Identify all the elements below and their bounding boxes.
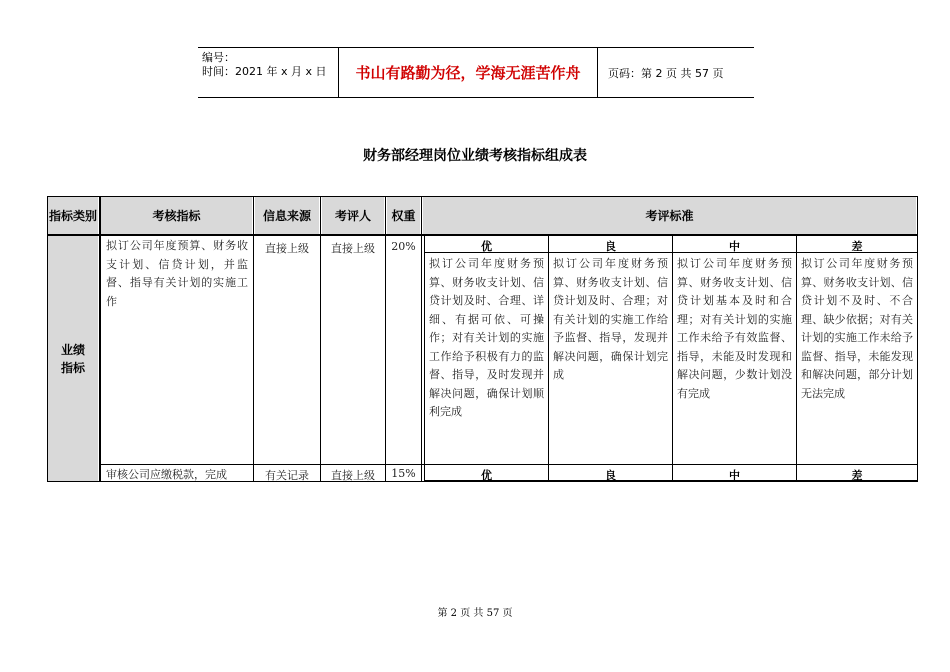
row2-source: 有关记录 xyxy=(265,469,309,482)
row1-source: 直接上级 xyxy=(265,242,309,255)
header-weight: 权重 xyxy=(387,197,420,234)
row1-criteria-good: 拟订公司年度财务预算、财务收支计划、信贷计划及时、合理；对有关计划的实施工作给予监督、指导，发现并解决问题，确保计划完成 xyxy=(553,257,668,381)
row1-criteria-poor: 拟订公司年度财务预算、财务收支计划、信贷计划不及时、不合理、缺少依据；对有关计划的实施工作未给予监督、指导，未能发现和解决问题，部分计划无法完成 xyxy=(801,257,913,400)
row1-grade-poor: 差 xyxy=(851,240,863,253)
header-page-number: 页码：第 2 页 共 57 页 xyxy=(608,67,724,80)
row2-grade-good: 良 xyxy=(605,469,616,482)
row2-grade-poor: 差 xyxy=(851,469,863,482)
header-category: 指标类别 xyxy=(48,197,98,234)
row2-evaluator: 直接上级 xyxy=(331,469,375,482)
row1-evaluator: 直接上级 xyxy=(331,242,375,255)
row2-weight: 15% xyxy=(391,467,416,480)
header-indicator: 考核指标 xyxy=(101,197,252,234)
header-source: 信息来源 xyxy=(255,197,319,234)
category-cell xyxy=(48,236,98,481)
row1-criteria-average: 拟订公司年度财务预算、财务收支计划、信贷计划基本及时和合理；对有关计划的实施工作未给予有效监督、指导，未能及时发现和解决问题，少数计划没有完成 xyxy=(677,257,792,400)
header-meta xyxy=(202,51,327,79)
doc-number: 编号： xyxy=(202,51,235,64)
header-evaluator: 考评人 xyxy=(322,197,384,234)
assessment-table xyxy=(47,196,918,482)
header-criteria: 考评标准 xyxy=(423,197,916,234)
doc-date: 时间：2021 年 x 月 x 日 xyxy=(202,65,327,78)
page-footer: 第 2 页 共 57 页 xyxy=(437,608,513,619)
row1-grade-average: 中 xyxy=(729,240,740,253)
row1-weight: 20% xyxy=(391,240,416,253)
category-label: 业绩指标 xyxy=(60,342,85,375)
row1-grade-good: 良 xyxy=(605,240,616,253)
row2-indicator: 审核公司应缴税款，完成 xyxy=(106,468,227,481)
row2-grade-average: 中 xyxy=(729,469,740,482)
row1-indicator: 拟订公司年度预算、财务收支计划、信贷计划，并监督、指导有关计划的实施工作 xyxy=(106,239,248,308)
header-motto: 书山有路勤为径，学海无涯苦作舟 xyxy=(338,48,598,97)
page-header xyxy=(198,47,754,98)
row2-grade-excellent: 优 xyxy=(481,469,492,482)
row1-criteria-excellent: 拟订公司年度财务预算、财务收支计划、信贷计划及时、合理、详细、有据可依、可操作；对有关计划的实施工作给予积极有力的监督、指导，及时发现并解决问题，确保计划顺利完成 xyxy=(429,257,544,418)
document-title: 财务部经理岗位业绩考核指标组成表 xyxy=(363,148,587,164)
row1-grade-excellent: 优 xyxy=(481,240,492,253)
